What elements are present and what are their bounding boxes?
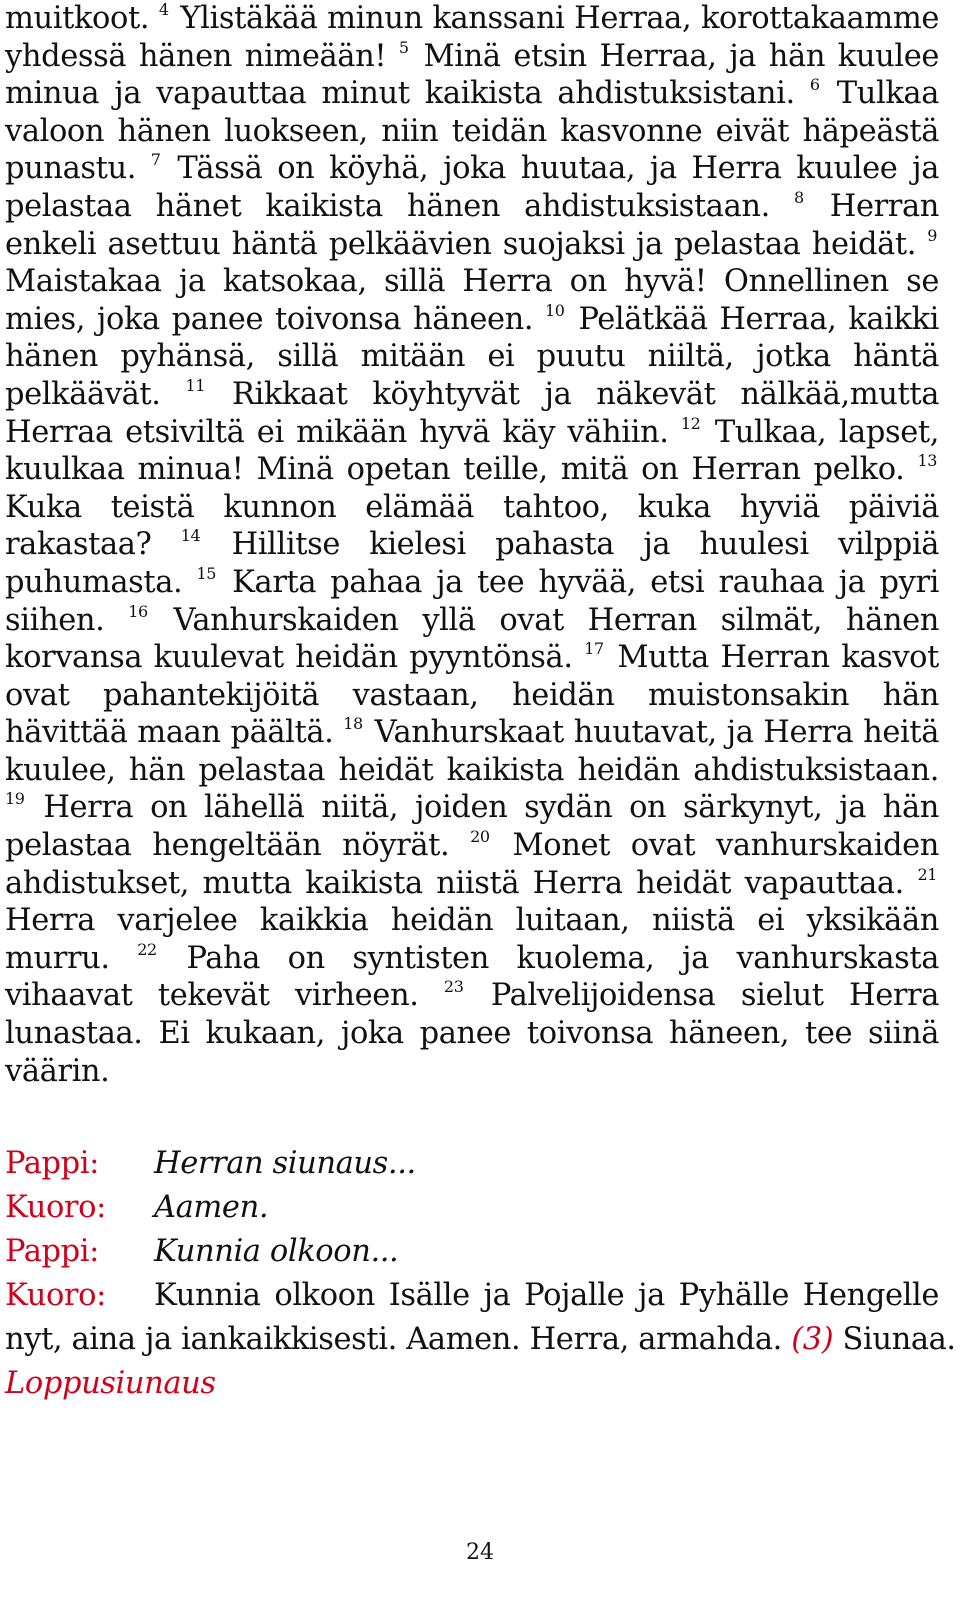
verse-text: Palvelijoidensa sielut Herra lunastaa. Ei kukaan, joka panee toivonsa häneen, tee siinä väärin. [5,978,939,1089]
verse-number: 9 [927,225,938,245]
verse-text: Mutta Herran kasvot ovat pahantekijöitä vastaan, heidän muistonsakin hän hävittää maan päältä. [5,640,940,751]
page-number: 24 [466,1540,494,1565]
speaker-label: Kuoro: [5,1190,106,1226]
hymn-first-line: Kunnia olkoon Isälle ja Pojalle ja Pyhälle Hengelle [154,1278,939,1314]
hymn-second-line: nyt, aina ja iankaikkisesti. Aamen. Herra, armahda. [5,1322,782,1358]
liturgy-line-pappi-2 [5,1230,939,1274]
verse-number: 10 [545,300,565,320]
verse-number: 20 [470,827,490,847]
speaker-label: Kuoro: [5,1278,106,1314]
speaker-label: Pappi: [5,1234,100,1270]
verse-number: 23 [443,977,464,997]
section-heading-loppusiunaus: Loppusiunaus [5,1366,216,1402]
verse-text: Kuka teistä kunnon elämää tahtoo, kuka hyviä päiviä rakastaa? [5,489,939,563]
verse-text: Tulkaa valoon hänen luokseen, niin teidän kasvonne eivät häpeästä punastu. [5,76,939,187]
verse-text: Tulkaa, lapset, kuulkaa minua! Minä opetan teille, mitä on Herran pelko. [5,414,940,488]
liturgy-section [5,1142,956,1406]
verse-number: 18 [343,714,363,734]
verse-number: 16 [128,601,148,621]
verse-text: Vanhurskaiden yllä ovat Herran silmät, hänen korvansa kuulevat heidän pyyntönsä. [5,602,940,676]
verse-text: Maistakaa ja katsokaa, sillä Herra on hyvä! Onnellinen se mies, joka panee toivonsa häneen. [5,264,939,337]
verse-text: Paha on syntisten kuolema, ja vanhurskasta vihaavat tekevät virheen. [5,940,940,1014]
hymn-end: Siunaa. [842,1322,956,1358]
verse-number: 22 [137,939,157,959]
verse-text: Herran enkeli asettuu häntä pelkäävien suojaksi ja pelastaa heidät. [5,188,940,262]
verse-text: Vanhurskaat huutavat, ja Herra heitä kuulee, hän pelastaa heidät kaikista heidän ahdistuksistaan. [5,715,939,788]
verse-number: 12 [680,413,701,433]
verse-number: 5 [398,37,409,57]
psalm-text [5,0,939,1090]
verse-number: 21 [917,864,938,884]
page-content [5,0,956,1406]
liturgy-line-pappi-1 [5,1142,939,1186]
verse-number: 19 [5,789,25,809]
spoken-text: Aamen. [154,1190,269,1226]
spoken-text: Herran siunaus... [154,1146,416,1182]
verse-text: Ylistäkää minun kanssani Herraa, korottakaamme yhdessä hänen nimeään! [5,1,939,74]
verse-text: Monet ovat vanhurskaiden ahdistukset, mutta kaikista niistä Herra heidät vapauttaa. [5,828,939,901]
verse-number: 15 [196,563,217,583]
liturgy-line-kuoro-final-cont [5,1318,956,1362]
verse-text: Rikkaat köyhtyvät ja näkevät nälkää,mutta Herraa etsiviltä ei mikään hyvä käy vähiin. [5,376,940,450]
verse-text: Hillitse kielesi pahasta ja huulesi vilppiä puhumasta. [5,527,939,600]
repeat-note: (3) [791,1322,834,1358]
verse-number: 4 [158,0,169,19]
verse-number: 7 [150,150,161,170]
liturgy-line-kuoro-1 [5,1186,939,1230]
spoken-text: Kunnia olkoon... [154,1234,399,1270]
verse-number: 8 [793,187,804,207]
verse-text: Tässä on köyhä, joka huutaa, ja Herra kuulee ja pelastaa hänet kaikista hänen ahdistuksistaan. [5,151,940,224]
verse-number: 17 [584,639,604,659]
verse-text: Herra varjelee kaikkia heidän luitaan, niistä ei yksikään murru. [5,903,939,976]
psalm-start: muitkoot. [5,1,150,36]
verse-text: Minä etsin Herraa, ja hän kuulee minua ja vapauttaa minut kaikista ahdistuksistani. [5,38,940,112]
liturgy-line-kuoro-final [5,1274,939,1318]
verse-text: Karta pahaa ja tee hyvää, etsi rauhaa ja pyri siihen. [5,564,940,638]
verse-number: 6 [809,75,820,95]
speaker-label: Pappi: [5,1146,100,1182]
verse-number: 11 [185,375,206,395]
verse-number: 14 [180,526,201,546]
verse-text: Pelätkää Herraa, kaikki hänen pyhänsä, sillä mitään ei puutu niiltä, jotka häntä pelkäävät. [5,301,940,412]
verse-text: Herra on lähellä niitä, joiden sydän on särkynyt, ja hän pelastaa hengeltään nöyrät. [5,790,940,864]
verse-number: 13 [917,451,937,471]
